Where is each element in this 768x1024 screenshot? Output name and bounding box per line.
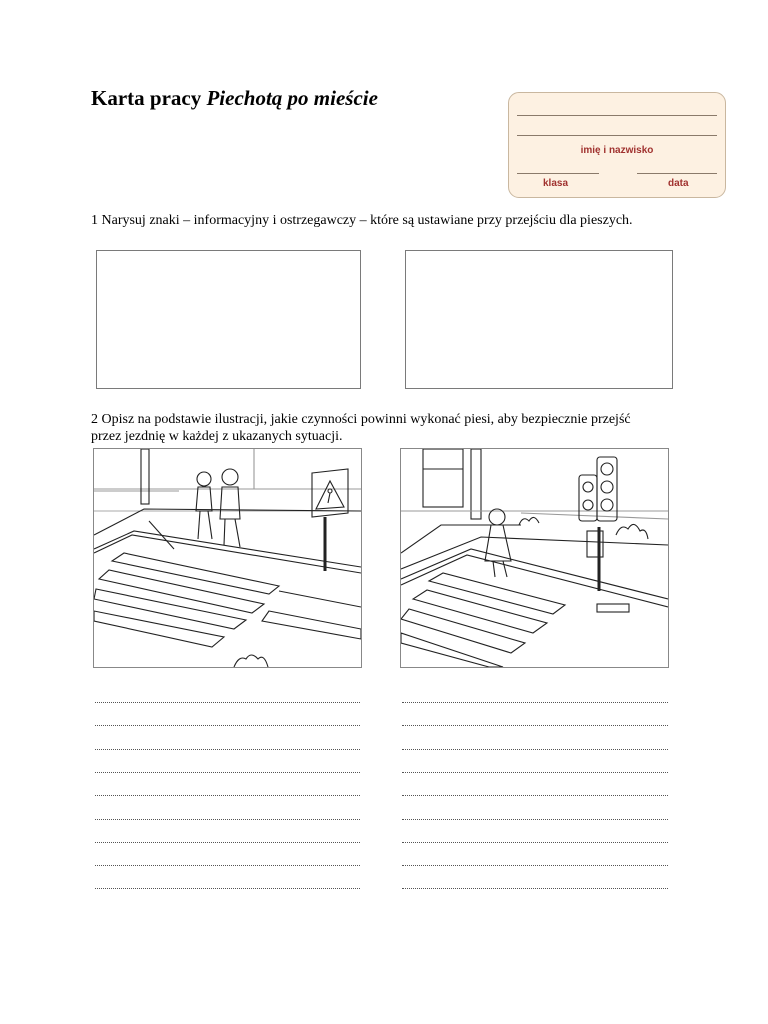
answer-line[interactable]	[402, 749, 668, 750]
answer-line[interactable]	[402, 819, 668, 820]
crossing-with-traffic-light-drawing	[401, 449, 668, 667]
class-line[interactable]	[517, 173, 599, 174]
date-label: data	[668, 178, 689, 189]
answer-line[interactable]	[402, 795, 668, 796]
title-italic: Piechotą po mieście	[206, 86, 378, 110]
crossing-with-sign-drawing	[94, 449, 361, 667]
answer-line[interactable]	[402, 865, 668, 866]
answer-line[interactable]	[402, 888, 668, 889]
class-label: klasa	[543, 178, 569, 189]
answer-line[interactable]	[95, 795, 360, 796]
name-label: imię i nazwisko	[580, 145, 654, 156]
date-line[interactable]	[637, 173, 717, 174]
illustration-signed-crossing	[93, 448, 362, 668]
answer-line[interactable]	[95, 725, 360, 726]
answer-line[interactable]	[402, 702, 668, 703]
title-plain: Karta pracy	[91, 86, 202, 110]
answer-line[interactable]	[95, 842, 360, 843]
task-1-instruction: 1 Narysuj znaki – informacyjny i ostrzegawczy – które są ustawiane przy przejściu dla pieszych.	[91, 213, 633, 228]
answer-line[interactable]	[95, 772, 360, 773]
draw-box-info-sign[interactable]	[96, 250, 361, 389]
name-line-2[interactable]	[517, 135, 717, 136]
answer-line[interactable]	[402, 772, 668, 773]
answer-line[interactable]	[402, 725, 668, 726]
answer-line[interactable]	[95, 702, 360, 703]
answer-line[interactable]	[95, 888, 360, 889]
answer-line[interactable]	[95, 865, 360, 866]
student-info-box	[508, 92, 726, 198]
name-line-1[interactable]	[517, 115, 717, 116]
task-2-instruction: 2 Opisz na podstawie ilustracji, jakie czynności powinni wykonać piesi, aby bezpiecznie przejść przez jezdnię w każdej z ukazanych sytuacji.	[91, 412, 631, 444]
worksheet-title	[91, 86, 378, 111]
answer-line[interactable]	[95, 749, 360, 750]
answer-line[interactable]	[402, 842, 668, 843]
illustration-traffic-light-crossing	[400, 448, 669, 668]
answer-line[interactable]	[95, 819, 360, 820]
draw-box-warning-sign[interactable]	[405, 250, 673, 389]
